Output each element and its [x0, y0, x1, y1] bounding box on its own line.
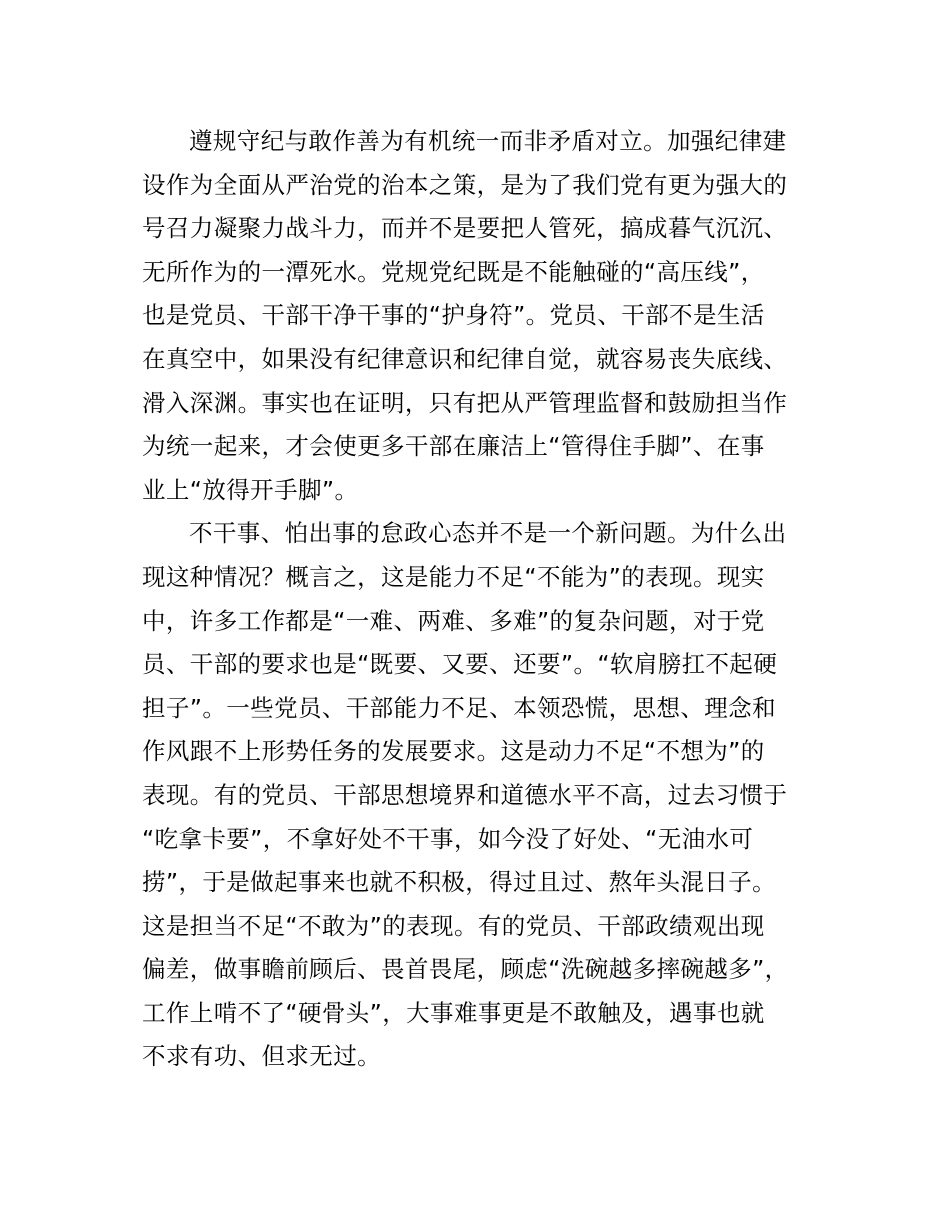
text-line: 为统一起来，才会使更多干部在廉洁上“管得住手脚”、在事: [142, 432, 765, 461]
text-line: 也是党员、干部干净干事的“护身符”。党员、干部不是生活: [142, 301, 765, 330]
text-line: 不求有功、但求无过。: [142, 1042, 381, 1071]
text-line: 捞”，于是做起事来也就不积极，得过且过、熬年头混日子。: [142, 868, 776, 897]
text-line: “吃拿卡要”，不拿好处不干事，如今没了好处、“无油水可: [142, 824, 754, 853]
text-line: 作风跟不上形势任务的发展要求。这是动力不足“不想为”的: [142, 737, 765, 766]
text-line: 员、干部的要求也是“既要、又要、还要”。“软肩膀扛不起硬: [142, 650, 778, 679]
text-line: 中，许多工作都是“一难、两难、多难”的复杂问题，对于党: [142, 606, 765, 635]
text-line: 遵规守纪与敢作善为有机统一而非矛盾对立。加强纪律建: [189, 127, 787, 155]
text-line: 不干事、怕出事的怠政心态并不是一个新问题。为什么出: [189, 519, 787, 548]
text-line: 无所作为的一潭死水。党规党纪既是不能触碰的“高压线”，: [142, 257, 765, 286]
text-line: 这是担当不足“不敢为”的表现。有的党员、干部政绩观出现: [142, 911, 765, 940]
text-line: 在真空中，如果没有纪律意识和纪律自觉，就容易丧失底线、: [142, 344, 788, 373]
text-line: 工作上啃不了“硬骨头”，大事难事更是不敢触及，遇事也就: [142, 998, 765, 1027]
text-line: 表现。有的党员、干部思想境界和道德水平不高，过去习惯于: [142, 780, 788, 809]
text-line: 设作为全面从严治党的治本之策，是为了我们党有更为强大的: [142, 170, 788, 199]
text-line: 号召力凝聚力战斗力，而并不是要把人管死，搞成暮气沉沉、: [142, 214, 788, 243]
text-line: 业上“放得开手脚”。: [142, 475, 359, 504]
text-line: 担子”。一些党员、干部能力不足、本领恐慌，思想、理念和: [142, 693, 776, 722]
text-line: 偏差，做事瞻前顾后、畏首畏尾，顾虑“洗碗越多摔碗越多”，: [142, 955, 789, 984]
text-line: 现这种情况？概言之，这是能力不足“不能为”的表现。现实: [142, 562, 765, 591]
paragraph-discipline: [142, 120, 842, 512]
paragraph-inaction: [142, 512, 842, 1079]
document-page: [142, 120, 842, 1079]
text-line: 滑入深渊。事实也在证明，只有把从严管理监督和鼓励担当作: [142, 388, 788, 417]
